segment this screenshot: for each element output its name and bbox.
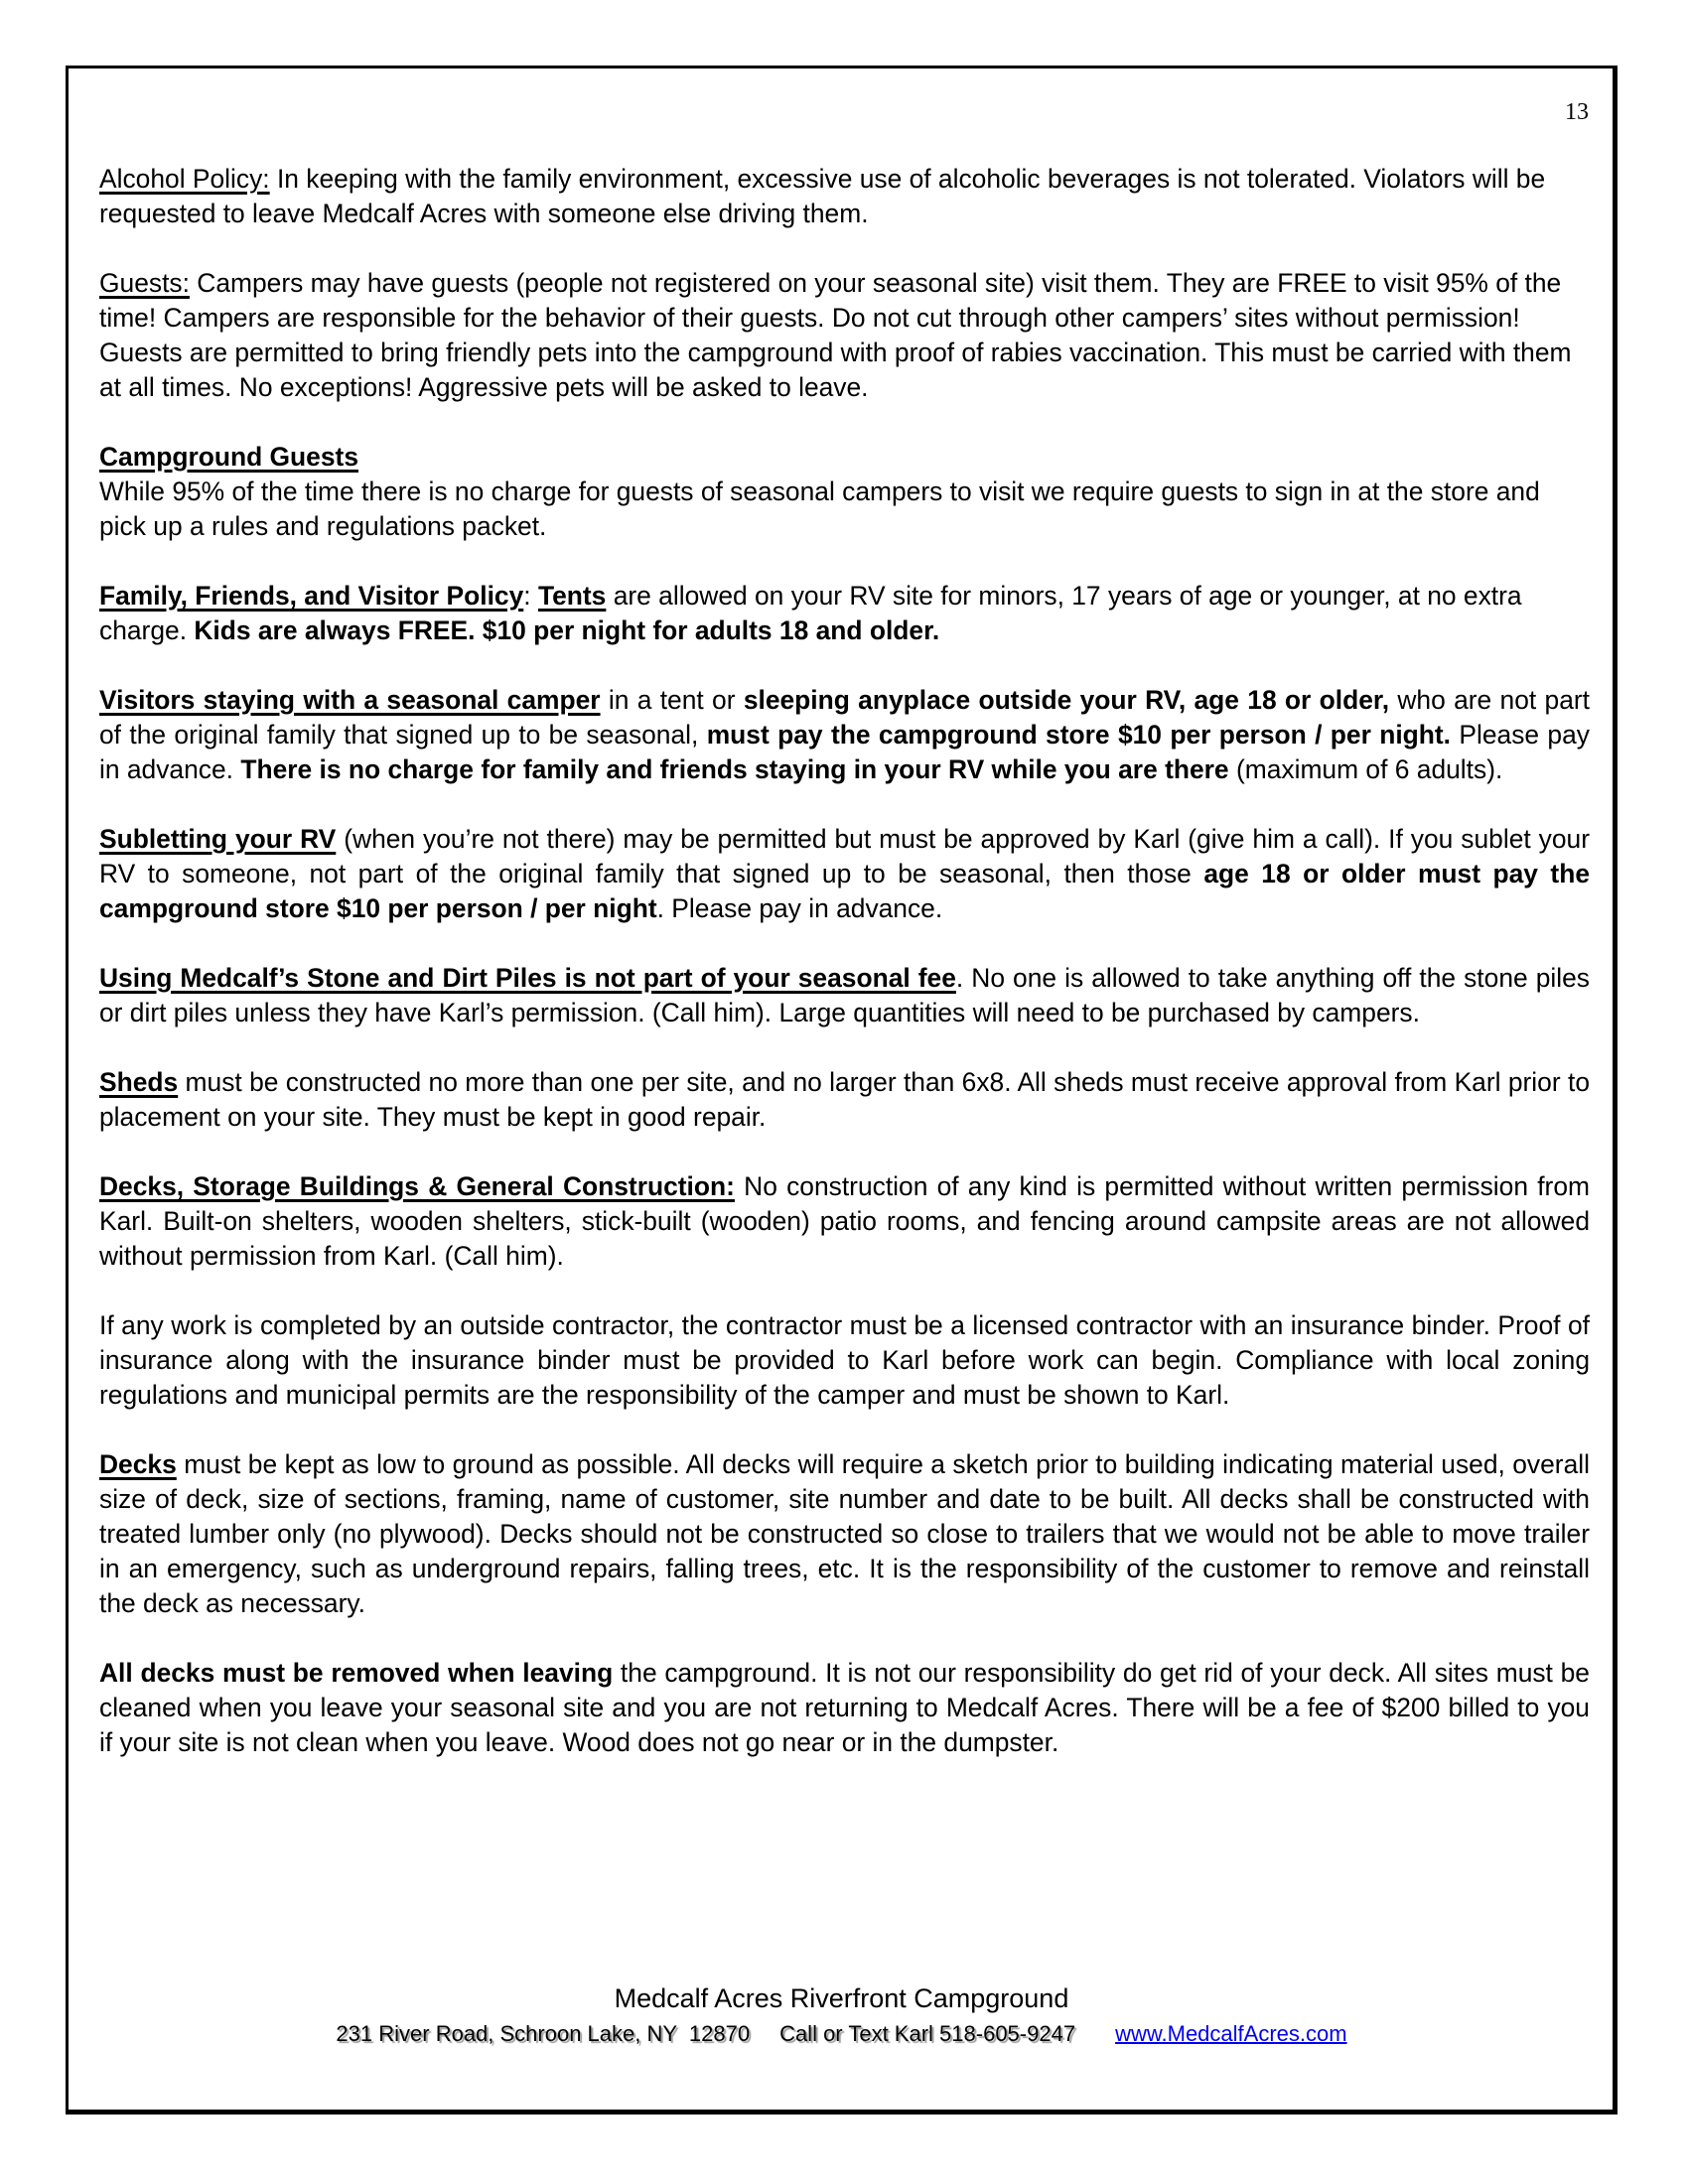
tents-heading: Tents	[537, 581, 607, 611]
page-number: 13	[1565, 99, 1589, 125]
decks-paragraph	[99, 1447, 1590, 1621]
subletting-heading: Subletting your RV	[99, 824, 337, 854]
guests-paragraph	[99, 266, 1590, 405]
page-content	[99, 162, 1590, 1795]
contractor-paragraph	[99, 1308, 1590, 1413]
alcohol-policy-paragraph	[99, 162, 1590, 231]
guests-text: Campers may have guests (people not registered on your seasonal site) visit them. They are FREE to visit 95% of the time! Campers are responsible for the behavior of their guests. Do not cut through other campers’ sites without permission! Guests are permitted to bring friendly pets into the campground with proof of rabies vaccination. This must be carried with them at all times. No exceptions! Aggressive pets will be asked to leave.	[99, 268, 1572, 402]
subletting-text-2: . Please pay in advance.	[656, 893, 943, 923]
decks-heading: Decks	[99, 1449, 177, 1479]
sheds-paragraph	[99, 1065, 1590, 1135]
construction-text: No construction of any kind is permitted without written permission from Karl. Built-on shelters, wooden shelters, stick-built (wooden) patio rooms, and fencing around campsite areas are not allowed without permission from Karl. (Call him).	[99, 1171, 1590, 1271]
contractor-text: If any work is completed by an outside contractor, the contractor must be a licensed contractor with an insurance binder. Proof of insurance along with the insurance binder must be provided to Karl before work can begin. Compliance with local zoning regulations and municipal permits are the responsibility of the camper and must be shown to Karl.	[99, 1310, 1590, 1410]
stone-piles-text: . No one is allowed to take anything off the stone piles or dirt piles unless they have Karl’s permission. (Call him). Large quantities will need to be purchased by campers.	[99, 963, 1590, 1027]
visitors-paragraph	[99, 683, 1590, 787]
visitors-text-2: who are not part of the original family that signed up to be seasonal,	[99, 685, 1590, 750]
alcohol-policy-heading: Alcohol Policy:	[99, 164, 270, 194]
deck-removal-text: the campground. It is not our responsibility do get rid of your deck. All sites must be cleaned when you leave your seasonal site and you are not returning to Medcalf Acres. There will be a fee of $200 billed to you if your site is not clean when you leave. Wood does not go near or in the dumpster.	[99, 1658, 1590, 1757]
subletting-bold: age 18 or older must pay the campground store $10 per person / per night	[99, 859, 1590, 923]
construction-heading: Decks, Storage Buildings & General Construction:	[99, 1171, 735, 1201]
family-policy-colon: :	[523, 581, 538, 611]
family-policy-bold: Kids are always FREE. $10 per night for adults 18 and older.	[194, 615, 940, 645]
website-link[interactable]: www.MedcalfAcres.com	[1115, 2021, 1347, 2046]
family-policy-text: are allowed on your RV site for minors, 17 years of age or younger, at no extra charge.	[99, 581, 1522, 645]
stone-piles-heading: Using Medcalf’s Stone and Dirt Piles is not part of your seasonal fee	[99, 963, 956, 993]
visitors-text-3: Please pay in advance.	[99, 720, 1590, 784]
deck-removal-bold: All decks must be removed when leaving	[99, 1658, 614, 1688]
footer-address: 231 River Road, Schroon Lake, NY 12870	[336, 2021, 751, 2046]
visitors-bold-1: sleeping anyplace outside your RV, age 18 or older,	[743, 685, 1390, 715]
decks-text: must be kept as low to ground as possible. All decks will require a sketch prior to building indicating material used, overall size of deck, size of sections, framing, name of customer, site number and date to be built. All decks shall be constructed with treated lumber only (no plywood). Decks should not be constructed so close to trailers that we would not be able to move trailer in an emergency, such as underground repairs, falling trees, etc. It is the responsibility of the customer to remove and reinstall the deck as necessary.	[99, 1449, 1590, 1618]
subletting-paragraph	[99, 822, 1590, 926]
footer-contact-line	[66, 2021, 1618, 2047]
campground-guests-heading: Campground Guests	[99, 442, 358, 472]
campground-guests-text: While 95% of the time there is no charge for guests of seasonal campers to visit we require guests to sign in at the store and pick up a rules and regulations packet.	[99, 477, 1540, 541]
alcohol-policy-text: In keeping with the family environment, excessive use of alcoholic beverages is not tolerated. Violators will be requested to leave Medcalf Acres with someone else driving them.	[99, 164, 1546, 228]
visitors-bold-3: There is no charge for family and friends staying in your RV while you are there	[240, 754, 1229, 784]
stone-piles-paragraph	[99, 961, 1590, 1030]
visitors-text-1: in a tent or	[600, 685, 744, 715]
visitors-bold-2: must pay the campground store $10 per person / per night.	[706, 720, 1452, 750]
footer-phone: Call or Text Karl 518-605-9247	[779, 2021, 1076, 2046]
visitors-heading: Visitors staying with a seasonal camper	[99, 685, 601, 715]
deck-removal-paragraph	[99, 1656, 1590, 1760]
family-policy-paragraph	[99, 579, 1590, 648]
construction-paragraph	[99, 1169, 1590, 1274]
family-policy-heading: Family, Friends, and Visitor Policy	[99, 581, 524, 611]
footer-campground-name: Medcalf Acres Riverfront Campground	[614, 1983, 1069, 2013]
guests-heading: Guests:	[99, 268, 190, 298]
subletting-text-1: (when you’re not there) may be permitted but must be approved by Karl (give him a call). If you sublet your RV to someone, not part of the original family that signed up to be seasonal, then those	[99, 824, 1590, 888]
visitors-text-4: (maximum of 6 adults).	[1228, 754, 1503, 784]
sheds-heading: Sheds	[99, 1067, 179, 1097]
campground-guests-paragraph	[99, 440, 1590, 544]
sheds-text: must be constructed no more than one per site, and no larger than 6x8. All sheds must receive approval from Karl prior to placement on your site. They must be kept in good repair.	[99, 1067, 1590, 1132]
